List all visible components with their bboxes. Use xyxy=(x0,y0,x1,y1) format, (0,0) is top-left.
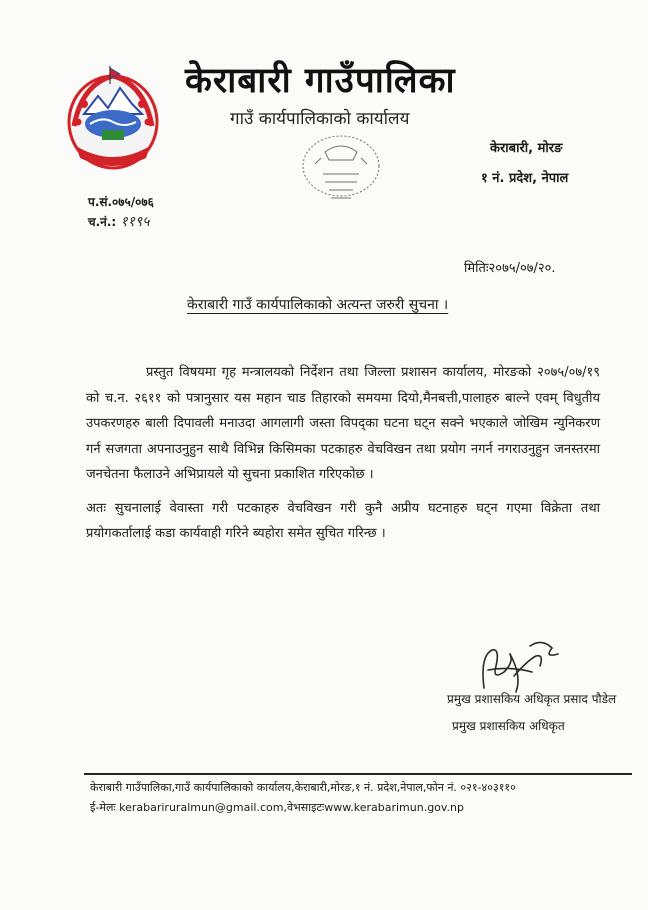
signatory-name: प्रमुख प्रशासकिय अधिकृत प्रसाद पौडेल xyxy=(447,692,617,706)
address-line-1: केराबारी, मोरङ xyxy=(490,141,563,156)
dispatch-number xyxy=(88,212,150,231)
office-subtitle: गाउँ कार्यपालिकाको कार्यालय xyxy=(230,109,410,129)
nepal-emblem-logo xyxy=(62,64,164,176)
municipality-title: केराबारी गाउँपालिका xyxy=(185,61,456,101)
signatory-designation: प्रमुख प्रशासकिय अधिकृत xyxy=(452,719,565,733)
address-line-2: १ नं. प्रदेश, नेपाल xyxy=(481,171,569,186)
official-stamp xyxy=(295,130,387,212)
footer-contact: ई-मेलः kerabariruralmun@gmail.com,वेभसाइटःwww.kerabarimun.gov.np xyxy=(90,801,465,814)
letter-reference-number: प.सं.०७५/०७६ xyxy=(88,195,154,209)
dispatch-number-value: ११९५ xyxy=(120,214,150,230)
notice-title: केराबारी गाउँ कार्यपालिकाको अत्यन्त जरुरी सुचना । xyxy=(187,297,449,313)
letter-date: मितिः२०७५/०७/२०. xyxy=(464,261,556,276)
notice-paragraph-1: प्रस्तुत विषयमा गृह मन्त्रालयको निर्देशन तथा जिल्ला प्रशासन कार्यालय, मोरङको २०७५/०७/१९ को च.न. २६११ को पत्रानुसार यस महान चाड तिहारको समयमा दियो,मैनबत्ती,पालाहरु बाल्ने एवम् विधुतीय उपकरणहरु बाली दिपावली मनाउदा आगलागी जस्ता विपद्का घटना घट्न सक्ने भएकाले जोखिम न्युनिकरण गर्न सजगता अपनाउनुहुन साथै विभिन्न किसिमका पटकाहरु वेचविखन तथा प्रयोग नगर्न नगराउनुहुन जनस्तरमा जनचेतना फैलाउने अभिप्रायले यो सुचना प्रकाशित गरिएकोछ । xyxy=(86,365,600,482)
footer-address: केराबारी गाउँपालिका,गाउँ कार्यपालिकाको कार्यालय,केराबारी,मोरङ,१ नं. प्रदेश,नेपाल,फोन नं. ०२१-४०३११० xyxy=(90,781,516,794)
dispatch-number-label: च.नं.: xyxy=(88,215,117,229)
notice-body xyxy=(86,360,600,547)
footer-divider xyxy=(84,773,632,775)
notice-paragraph-2: अतः सुचनालाई वेवास्ता गरी पटकाहरु वेचविखन गरी कुनै अप्रीय घटनाहरु घट्न गएमा विक्रेता तथा प्रयोगकर्तालाई कडा कार्यवाही गरिने ब्यहोरा समेत सुचित गरिन्छ । xyxy=(86,500,600,541)
